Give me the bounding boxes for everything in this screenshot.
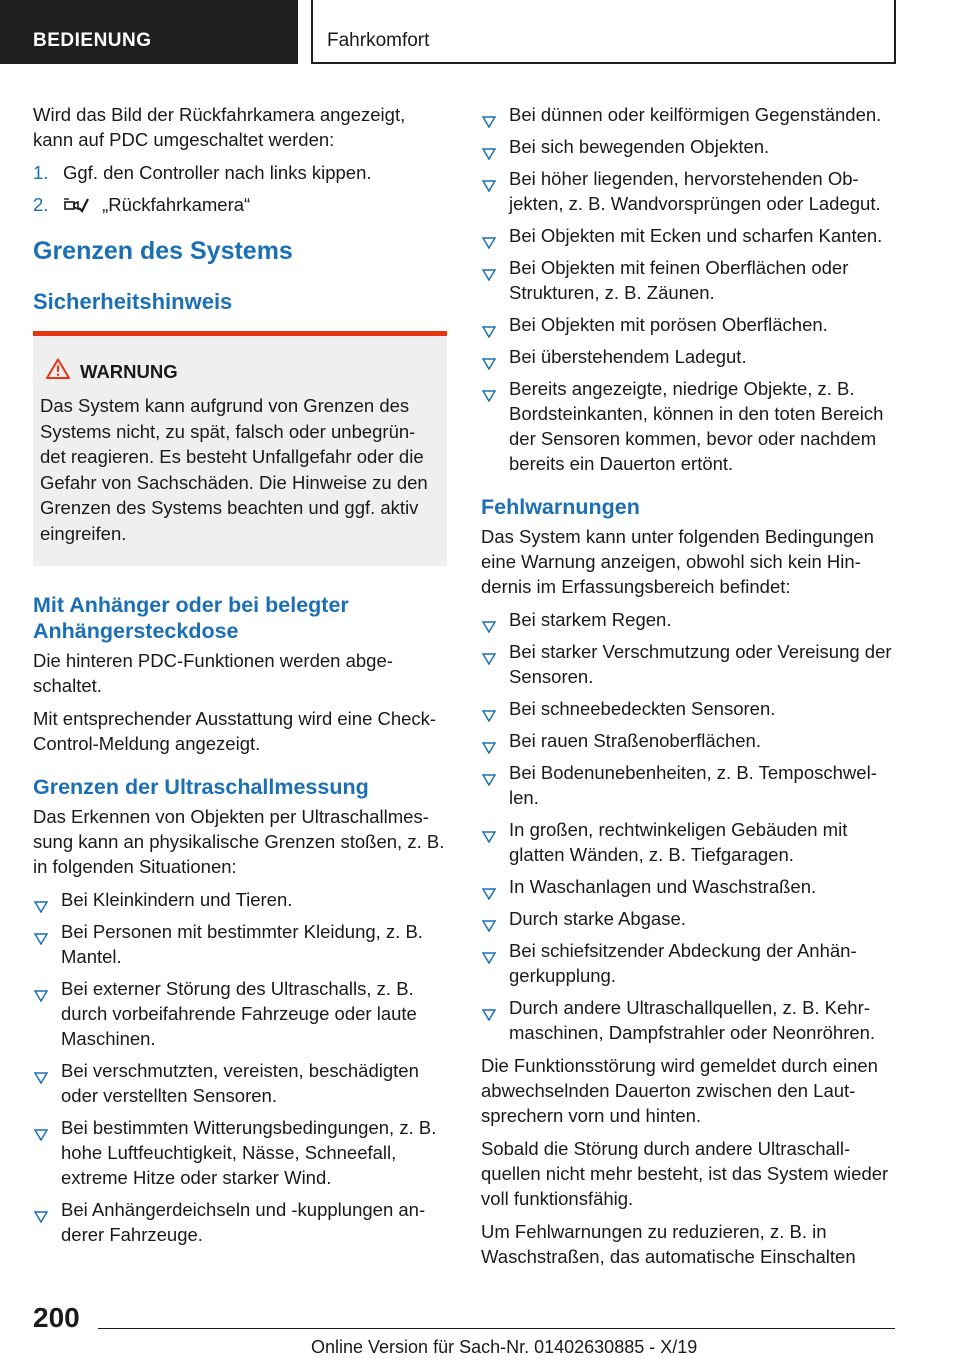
triangle-bullet-icon xyxy=(482,913,496,938)
list-item: Bei Objekten mit Ecken und scharfen Kanten. xyxy=(481,223,897,248)
triangle-bullet-icon xyxy=(482,141,496,166)
heading-system-limits: Grenzen des Systems xyxy=(33,237,293,265)
triangle-bullet-icon xyxy=(482,262,496,287)
topic-tab: Fahrkomfort xyxy=(311,0,896,64)
list-item: Bei Bodenunebenheiten, z. B. Temposchwellen. xyxy=(481,760,897,810)
triangle-bullet-icon xyxy=(482,319,496,344)
triangle-bullet-icon xyxy=(34,983,48,1008)
step-number: 1. xyxy=(33,162,49,183)
page-number: 200 xyxy=(33,1302,80,1333)
triangle-bullet-icon xyxy=(482,351,496,376)
list-item: Bei überstehendem Ladegut. xyxy=(481,344,897,369)
warning-text: Das System kann aufgrund von Grenzen des Systems nicht, zu spät, falsch oder unbegründet reagieren. Es besteht Unfallgefahr oder die Gefahr von Sachschäden. Die Hinweise zu den Grenzen des Systems beachten und ggf. aktiv eingreifen. xyxy=(40,395,428,544)
list-item: Bei Anhängerdeichseln und -kupplungen anderer Fahrzeuge. xyxy=(33,1197,447,1247)
step-text: Ggf. den Controller nach links kippen. xyxy=(63,162,372,183)
page-header xyxy=(0,0,960,64)
warning-title xyxy=(40,358,433,385)
trailer-paragraph: Die hinteren PDC-Funktionen werden abgeschaltet. xyxy=(33,650,393,696)
steps-list xyxy=(33,160,447,220)
list-item: Bei externer Störung des Ultraschalls, z. B. durch vorbeifahrende Fahrzeuge oder laute Maschinen. xyxy=(33,976,447,1051)
list-item: Bei rauen Straßenoberflächen. xyxy=(481,728,897,753)
footer-online-version: Online Version für Sach-Nr. 01402630885 - X/19 xyxy=(311,1337,698,1357)
step-number: 2. xyxy=(33,194,49,215)
step-text: „Rückfahrkamera“ xyxy=(102,194,251,215)
triangle-bullet-icon xyxy=(34,1065,48,1090)
rear-camera-icon xyxy=(63,195,89,220)
triangle-bullet-icon xyxy=(482,1002,496,1027)
ultrasonic-list xyxy=(33,887,447,1247)
body-paragraph: Die Funktionsstörung wird gemeldet durch einen abwechselnden Dauerton zwischen den Lautsprechern vorn und hinten. xyxy=(481,1055,878,1126)
list-item: Bei starker Verschmutzung oder Vereisung der Sensoren. xyxy=(481,639,897,689)
false-warnings-list xyxy=(481,607,897,1045)
heading-safety-note: Sicherheitshinweis xyxy=(33,289,233,314)
list-item: Bereits angezeigte, niedrige Objekte, z. B. Bordsteinkanten, können in den toten Bereich der Sensoren kommen, bevor oder nachdem bereits ein Dauerton ertönt. xyxy=(481,376,897,476)
false-warnings-intro: Das System kann unter folgenden Bedingungen eine Warnung anzeigen, obwohl sich kein Hindernis im Erfassungsbereich befindet: xyxy=(481,526,874,597)
triangle-bullet-icon xyxy=(482,173,496,198)
section-tab: BEDIENUNG xyxy=(0,0,298,64)
triangle-bullet-icon xyxy=(482,735,496,760)
body-paragraph: Sobald die Störung durch andere Ultraschallquellen nicht mehr besteht, ist das System wieder voll funktionsfähig. xyxy=(481,1138,889,1209)
triangle-bullet-icon xyxy=(34,926,48,951)
triangle-bullet-icon xyxy=(482,703,496,728)
triangle-bullet-icon xyxy=(482,881,496,906)
footer-divider xyxy=(98,1328,895,1329)
list-item: Bei verschmutzten, vereisten, beschädigten oder verstellten Sensoren. xyxy=(33,1058,447,1108)
triangle-bullet-icon xyxy=(482,109,496,134)
intro-text: Wird das Bild der Rückfahrkamera angezeigt, kann auf PDC umgeschaltet werden: xyxy=(33,104,406,150)
ultrasonic-list-continued xyxy=(481,102,897,476)
list-item: Bei Objekten mit feinen Oberflächen oder Strukturen, z. B. Zäunen. xyxy=(481,255,897,305)
list-item: Durch andere Ultraschallquellen, z. B. Kehrmaschinen, Dampfstrahler oder Neonröhren. xyxy=(481,995,897,1045)
body-paragraph: Um Fehlwarnungen zu reduzieren, z. B. in Waschstraßen, das automatische Einschalten xyxy=(481,1221,856,1267)
step-item xyxy=(33,160,447,185)
list-item: In großen, rechtwinkeligen Gebäuden mit glatten Wänden, z. B. Tiefgaragen. xyxy=(481,817,897,867)
warning-triangle-icon xyxy=(46,358,70,385)
trailer-paragraph: Mit entsprechender Ausstattung wird eine Check-Control-Meldung angezeigt. xyxy=(33,708,437,754)
triangle-bullet-icon xyxy=(482,767,496,792)
triangle-bullet-icon xyxy=(482,383,496,408)
triangle-bullet-icon xyxy=(34,1122,48,1147)
triangle-bullet-icon xyxy=(34,1204,48,1229)
triangle-bullet-icon xyxy=(34,894,48,919)
list-item: Bei sich bewegenden Objekten. xyxy=(481,134,897,159)
triangle-bullet-icon xyxy=(482,945,496,970)
heading-false-warnings: Fehlwarnungen xyxy=(481,495,640,519)
triangle-bullet-icon xyxy=(482,614,496,639)
triangle-bullet-icon xyxy=(482,824,496,849)
step-item xyxy=(33,192,447,220)
right-column xyxy=(481,102,897,1277)
heading-trailer: Mit Anhänger oder bei belegter Anhängersteckdose xyxy=(33,593,349,643)
warning-label: WARNUNG xyxy=(80,361,178,382)
list-item: Bei höher liegenden, hervorstehenden Objekten, z. B. Wandvorsprüngen oder Ladegut. xyxy=(481,166,897,216)
left-column xyxy=(33,102,447,1255)
heading-ultrasonic-limits: Grenzen der Ultraschallmessung xyxy=(33,775,369,799)
warning-box xyxy=(33,331,447,566)
triangle-bullet-icon xyxy=(482,646,496,671)
list-item: In Waschanlagen und Waschstraßen. xyxy=(481,874,897,899)
list-item: Bei Kleinkindern und Tieren. xyxy=(33,887,447,912)
list-item: Bei dünnen oder keilförmigen Gegenständen. xyxy=(481,102,897,127)
ultrasonic-intro: Das Erkennen von Objekten per Ultraschallmessung kann an physikalische Grenzen stoßen, z. B. in folgenden Situationen: xyxy=(33,806,445,877)
list-item: Bei Personen mit bestimmter Kleidung, z. B. Mantel. xyxy=(33,919,447,969)
list-item: Bei schiefsitzender Abdeckung der Anhängerkupplung. xyxy=(481,938,897,988)
triangle-bullet-icon xyxy=(482,230,496,255)
list-item: Durch starke Abgase. xyxy=(481,906,897,931)
list-item: Bei starkem Regen. xyxy=(481,607,897,632)
list-item: Bei schneebedeckten Sensoren. xyxy=(481,696,897,721)
list-item: Bei Objekten mit porösen Oberflächen. xyxy=(481,312,897,337)
list-item: Bei bestimmten Witterungsbedingungen, z. B. hohe Luftfeuchtigkeit, Nässe, Schneefall, extreme Hitze oder starker Wind. xyxy=(33,1115,447,1190)
